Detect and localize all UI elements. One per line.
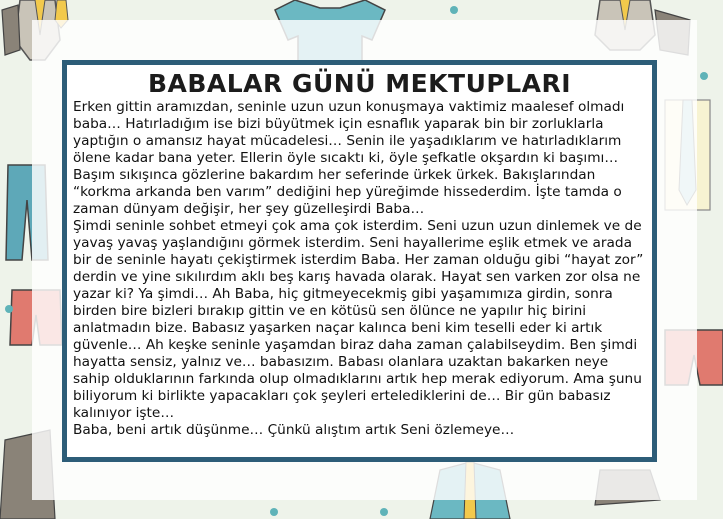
decorative-dot [5,305,13,313]
letter-paragraph: Baba, beni artık düşünme… Çünkü alıştım artık Seni özlemeye… [73,422,515,438]
letter-paragraph: Erken gittin aramızdan, seninle uzun uzun konuşmaya vaktimiz maalesef olmadı baba… Hatırladığım ise bizi büyütmek için esnaflık yaparak bin bir zorluklarla yaptığın o amansız hayat mücadelesi… Senin ile yaşadıklarım ve hatırladıklarım ölene kadar bana yeter. Ellerin öyle sıcaktı ki, öyle şefkatle okşardın ki başımı… Başım sıkışınca gözlerine bakardım her seferinde ürkek ürkek. Bakışlarından “korkma arkanda ben varım” dediğini hep yüreğimde hissederdim. İşte tamda o zaman dünyam değişir, her şey güzelleşirdi Baba… [73,99,625,217]
decorative-dot [700,72,708,80]
decorative-dot [450,6,458,14]
letter-title: BABALAR GÜNÜ MEKTUPLARI [147,69,572,98]
decorative-dot [270,508,278,516]
letter-frame [62,60,657,462]
decorative-dot [380,508,388,516]
letter-body [73,99,646,439]
letter-paragraph: Şimdi seninle sohbet etmeyi çok ama çok isterdim. Seni uzun uzun dinlemek ve de yavaş yavaş yaşlandığını görmek isterdim. Seni hayallerime eşlik etmek ve arada bir de seninle hayatı çekiştirmek isterdim Baba. Her zaman olduğu gibi “hayat zor” derdin ve yine sıkılırdım aklı beş karış havada olarak. Hayat sen varken zor olsa ne yazar ki? Ya şimdi… Ah Baba, hiç gitmeyecekmiş gibi yaşamımıza girdin, sonra birden bire bizleri bırakıp gittin ve en kötüsü sen ölünce ne yapılır hiç birini anlatmadın bize. Babasız yaşarken naçar kalınca beni kim teselli eder ki artık güvenle… Ah keşke seninle yaşamdan biraz daha zaman çalabilseydim. Ben şimdi hayatta sensiz, yalnız ve… babasızım. Babası olanlara uzaktan bakarken neye sahip olduklarının farkında olup olmadıklarını artık hep merak ediyorum. Ama şunu biliyorum ki birlikte yapacakları çok şeyleri ertelediklerini de… Bir gün babasız kalınıyor işte… [73,218,644,421]
